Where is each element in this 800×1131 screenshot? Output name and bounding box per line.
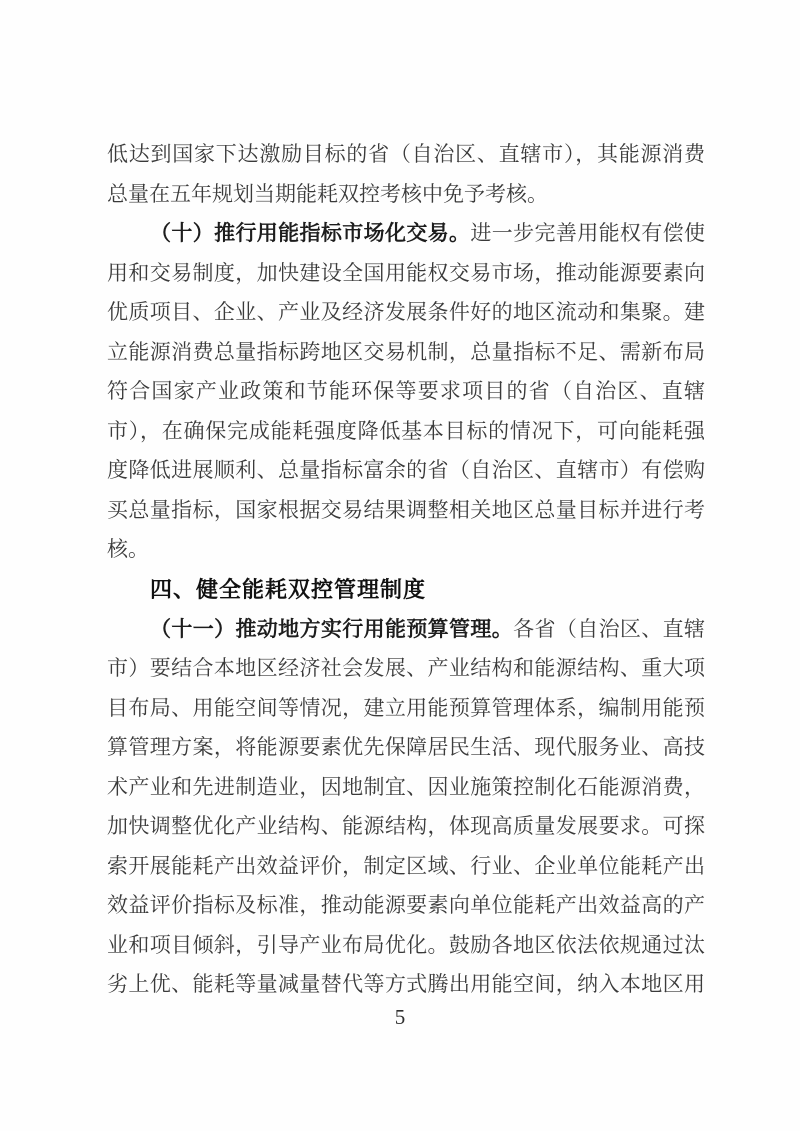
text-line [107,847,705,887]
text-line [107,451,705,491]
text-line [107,649,705,689]
text-line [107,491,705,531]
text-line [107,610,705,650]
text-line [107,807,705,847]
text-segment: 核。 [107,537,149,562]
text-segment: 市）要结合本地区经济社会发展、产业结构和能源结构、重大项 [107,656,705,681]
paragraph-lead: （十一）推动地方实行用能预算管理。 [150,616,514,641]
text-segment: 目布局、用能空间等情况，建立用能预算管理体系，编制用能预 [107,695,705,720]
text-line [107,412,705,452]
text-segment: 进一步完善用能权有偿使 [470,221,706,246]
text-line [107,728,705,768]
text-segment: 用和交易制度，加快建设全国用能权交易市场，推动能源要素向 [107,260,705,285]
text-segment: 低达到国家下达激励目标的省（自治区、直辖市），其能源消费 [107,142,705,166]
text-line [107,175,705,215]
text-segment: 术产业和先进制造业，因地制宜、因业施策控制化石能源消费， [107,774,705,799]
text-line [107,926,705,966]
text-line [107,135,705,175]
paragraph-lead: 四、健全能耗双控管理制度 [150,577,427,603]
text-line [107,965,705,1005]
text-segment: 加快调整优化产业结构、能源结构，体现高质量发展要求。可探 [107,814,705,839]
text-line [107,293,705,333]
paragraph-lead: （十）推行用能指标市场化交易。 [150,221,471,246]
text-segment: 劣上优、能耗等量减量替代等方式腾出用能空间，纳入本地区用 [107,972,705,997]
text-segment: 优质项目、企业、产业及经济发展条件好的地区流动和集聚。建 [107,300,705,325]
text-segment: 立能源消费总量指标跨地区交易机制，总量指标不足、需新布局 [107,339,705,364]
text-segment: 算管理方案，将能源要素优先保障居民生活、现代服务业、高技 [107,735,705,760]
text-segment: 索开展能耗产出效益评价，制定区域、行业、企业单位能耗产出 [107,853,705,878]
text-line [107,768,705,808]
text-line [107,372,705,412]
text-segment: 效益评价指标及标准，推动能源要素向单位能耗产出效益高的产 [107,893,705,918]
text-segment: 市），在确保完成能耗强度降低基本目标的情况下，可向能耗强 [107,418,705,443]
text-segment: 各省（自治区、直辖 [513,616,706,641]
text-line [107,214,705,254]
text-segment: 买总量指标，国家根据交易结果调整相关地区总量目标并进行考 [107,497,705,522]
text-line [107,886,705,926]
text-segment: 度降低进展顺利、总量指标富余的省（自治区、直辖市）有偿购 [107,458,705,483]
document-body [107,135,705,1005]
text-line [107,689,705,729]
section-heading [107,570,705,610]
page-number: 5 [394,1005,406,1029]
text-segment: 业和项目倾斜，引导产业布局优化。鼓励各地区依法依规通过汰 [107,932,705,957]
text-segment: 符合国家产业政策和节能环保等要求项目的省（自治区、直辖 [107,379,705,404]
text-segment: 总量在五年规划当期能耗双控考核中免予考核。 [107,181,548,206]
text-line [107,333,705,373]
text-line [107,254,705,294]
text-line [107,530,705,570]
